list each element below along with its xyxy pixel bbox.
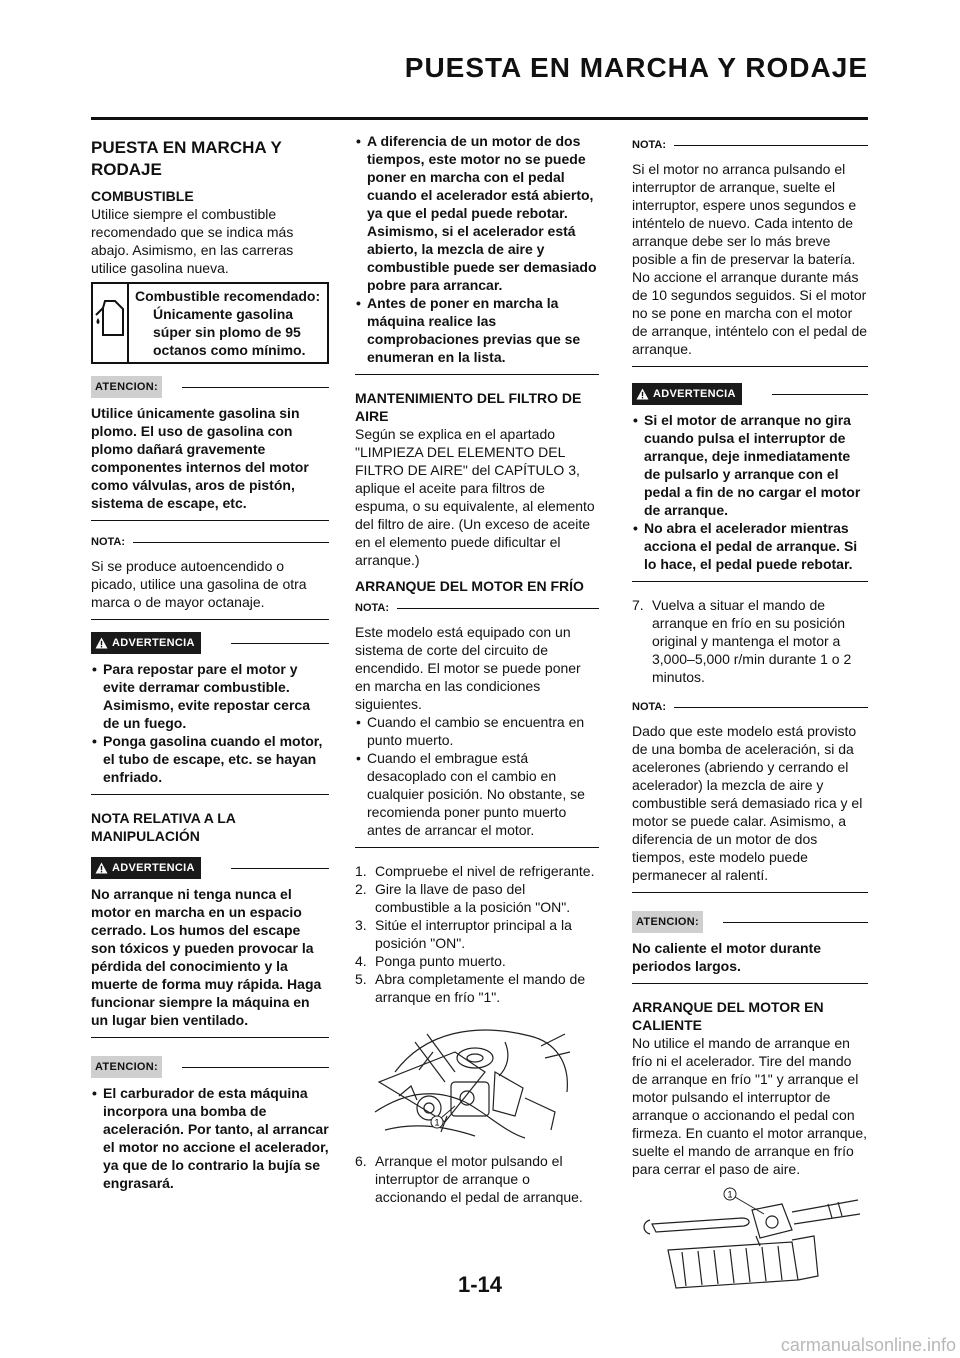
page-title: PUESTA EN MARCHA Y RODAJE (404, 52, 868, 83)
warning-label: ADVERTENCIA (112, 862, 195, 874)
column-3 (632, 132, 868, 1304)
list-item: • No abra el acelerador mientras acciona el pedal de arranque. Si lo hace, el pedal puede rebotar. (632, 519, 868, 573)
fuel-text: Utilice siempre el combustible recomendado que se indica más abajo. Asimismo, en las carreras utilice gasolina nueva. (91, 206, 294, 276)
caution-header (632, 911, 868, 933)
warning-triangle-icon (636, 388, 649, 400)
caution-label: ATENCION: (91, 376, 162, 398)
warning-header (632, 383, 868, 405)
list-item: • Antes de poner en marcha la máquina realice las comprobaciones previas que se enumeran en la lista. (355, 294, 599, 366)
warning-text: No arranque ni tenga nunca el motor en marcha en un espacio cerrado. Los humos del escape son tóxicos y pueden provocar la pérdida del conocimiento y la muerte de forma muy rápida. Haga funcionar siempre la máquina en un lugar bien ventilado. (91, 886, 322, 1028)
list-item: • Cuando el embrague está desacoplado con el cambio en cualquier posición. No obstante, se recomienda poner punto muerto antes de arrancar el motor. (355, 749, 599, 839)
caution-list (91, 1084, 329, 1192)
section-title: PUESTA EN MARCHA Y RODAJE (91, 138, 282, 179)
steps-list (632, 596, 868, 686)
warning-header (91, 632, 329, 654)
list-item: • Ponga gasolina cuando el motor, el tubo de escape, etc. se hayan enfriado. (91, 732, 329, 786)
figure-callout: 1 (727, 1189, 733, 1200)
step-item: 4. Ponga punto muerto. (355, 953, 506, 969)
note-label: NOTA: (91, 536, 126, 548)
warning-label: ADVERTENCIA (112, 637, 195, 649)
note-label: NOTA: (632, 701, 667, 713)
caution-text: No caliente el motor durante periodos largos. (632, 940, 822, 974)
note-header (632, 136, 868, 154)
watermark: carmanualsonline.info (780, 1335, 956, 1355)
air-filter-heading: MANTENIMIENTO DEL FILTRO DE AIRE (355, 390, 582, 424)
note-header (632, 698, 868, 716)
list-item: • El carburador de esta máquina incorpora una bomba de aceleración. Por tanto, al arrancar el motor no accione el acelerador, ya que de lo contrario la bujía se engrasará. (91, 1084, 329, 1192)
step-item: 5. Abra completamente el mando de arranque en frío "1". (355, 971, 586, 1005)
note-text: Si se produce autoencendido o picado, utilice una gasolina de otra marca o de mayor octanaje. (91, 558, 307, 610)
hot-start-text: No utilice el mando de arranque en frío ni el acelerador. Tire del mando de arranque en frío "1" y arranque el motor pulsando el interruptor de arranque o accionando el pedal con firmeza. En cuanto el motor arranque, suelte el mando de arranque en frío para cerrar el paso de aire. (632, 1035, 868, 1177)
caution-list-continued (355, 132, 599, 366)
note-label: NOTA: (355, 602, 390, 614)
caution-text: Utilice únicamente gasolina sin plomo. El uso de gasolina con plomo dañará gravemente componentes internos del motor como válvulas, aros de pistón, sistema de escape, etc. (91, 405, 309, 511)
warning-header (91, 857, 329, 879)
note-text: Este modelo está equipado con un sistema de corte del circuito de encendido. El motor se puede poner en marcha en las condiciones siguientes. (355, 624, 581, 712)
air-filter-text: Según se explica en el apartado "LIMPIEZA DEL ELEMENTO DEL FILTRO DE AIRE" del CAPÍTULO 3, aplique el aceite para filtros de espuma, o su equivalente, al elemento del filtro de aire. (Un exceso de aceite en el elemento puede dificultar el arranque.) (355, 426, 595, 568)
handling-heading: NOTA RELATIVA A LA MANIPULACIÓN (91, 810, 236, 844)
cold-start-heading: ARRANQUE DEL MOTOR EN FRÍO (355, 578, 584, 594)
figure-callout: 1 (434, 1117, 440, 1128)
title-rule (91, 117, 868, 120)
step-item: 2. Gire la llave de paso del combustible a la posición "ON". (355, 881, 571, 915)
steps-list-continued (355, 1152, 599, 1206)
step-item: 6. Arranque el motor pulsando el interruptor de arranque o accionando el pedal de arranque. (355, 1153, 583, 1205)
page-number: 1-14 (457, 1272, 503, 1297)
warning-triangle-icon (95, 637, 108, 649)
note-text: Si el motor no arranca pulsando el interruptor de arranque, suelte el interruptor, espere unos segundos e inténtelo de nuevo. Cada intento de arranque debe ser lo más breve posible a fin de preservar la batería. No accione el arranque durante más de 10 segundos seguidos. Si el motor no se pone en marcha con el motor de arranque, inténtelo con el pedal de arranque. (632, 161, 868, 357)
caution-header (91, 376, 329, 398)
caution-label: ATENCION: (91, 1056, 162, 1078)
note-list (355, 713, 599, 839)
step-item: 7. Vuelva a situar el mando de arranque en frío en su posición original y mantenga el motor a 3,000–5,000 r/min durante 1 o 2 minutos. (632, 597, 852, 685)
step-item: 1. Compruebe el nivel de refrigerante. (355, 863, 595, 879)
list-item: • A diferencia de un motor de dos tiempos, este motor no se puede poner en marcha con el pedal cuando el acelerador está abierto, ya que el pedal puede rebotar. Asimismo, si el acelerador está abierto, la mezcla de aire y combustible puede ser demasiado pobre para arrancar. (355, 132, 599, 294)
column-1 (91, 132, 329, 1192)
recommended-fuel-box (91, 282, 329, 364)
note-label: NOTA: (632, 139, 667, 151)
note-header (355, 599, 599, 617)
fuel-pump-icon (93, 284, 129, 362)
column-2 (355, 132, 599, 1206)
hot-start-heading: ARRANQUE DEL MOTOR EN CALIENTE (632, 999, 824, 1033)
warning-triangle-icon (95, 862, 108, 874)
fuel-heading: COMBUSTIBLE (91, 188, 194, 204)
recommended-fuel-label: Combustible recomendado: (135, 288, 321, 304)
caution-label: ATENCION: (632, 911, 703, 933)
carburetor-figure (355, 1012, 599, 1146)
warning-label: ADVERTENCIA (653, 388, 736, 400)
note-text: Dado que este modelo está provisto de una bomba de aceleración, si da acelerones (abriendo y cerrando el acelerador) la mezcla de aire y combustible será demasiado rica y el motor se puede calar. Asimismo, a diferencia de un motor de dos tiempos, este modelo puede permanecer al ralentí. (632, 723, 863, 883)
caution-header (91, 1056, 329, 1078)
recommended-fuel-value: Únicamente gasolina súper sin plomo de 95 octanos como mínimo. (153, 306, 306, 358)
list-item: • Para repostar pare el motor y evite derramar combustible. Asimismo, evite repostar cerca de un fuego. (91, 660, 329, 732)
list-item: • Si el motor de arranque no gira cuando pulsa el interruptor de arranque, deje inmediatamente de pulsarlo y arranque con el pedal a fin de no cargar el motor de arranque. (632, 411, 868, 519)
warning-list (91, 660, 329, 786)
step-item: 3. Sitúe el interruptor principal a la posición "ON". (355, 917, 572, 951)
warning-list (632, 411, 868, 573)
list-item: • Cuando el cambio se encuentra en punto muerto. (355, 713, 599, 749)
note-header (91, 533, 329, 551)
steps-list (355, 862, 599, 1006)
